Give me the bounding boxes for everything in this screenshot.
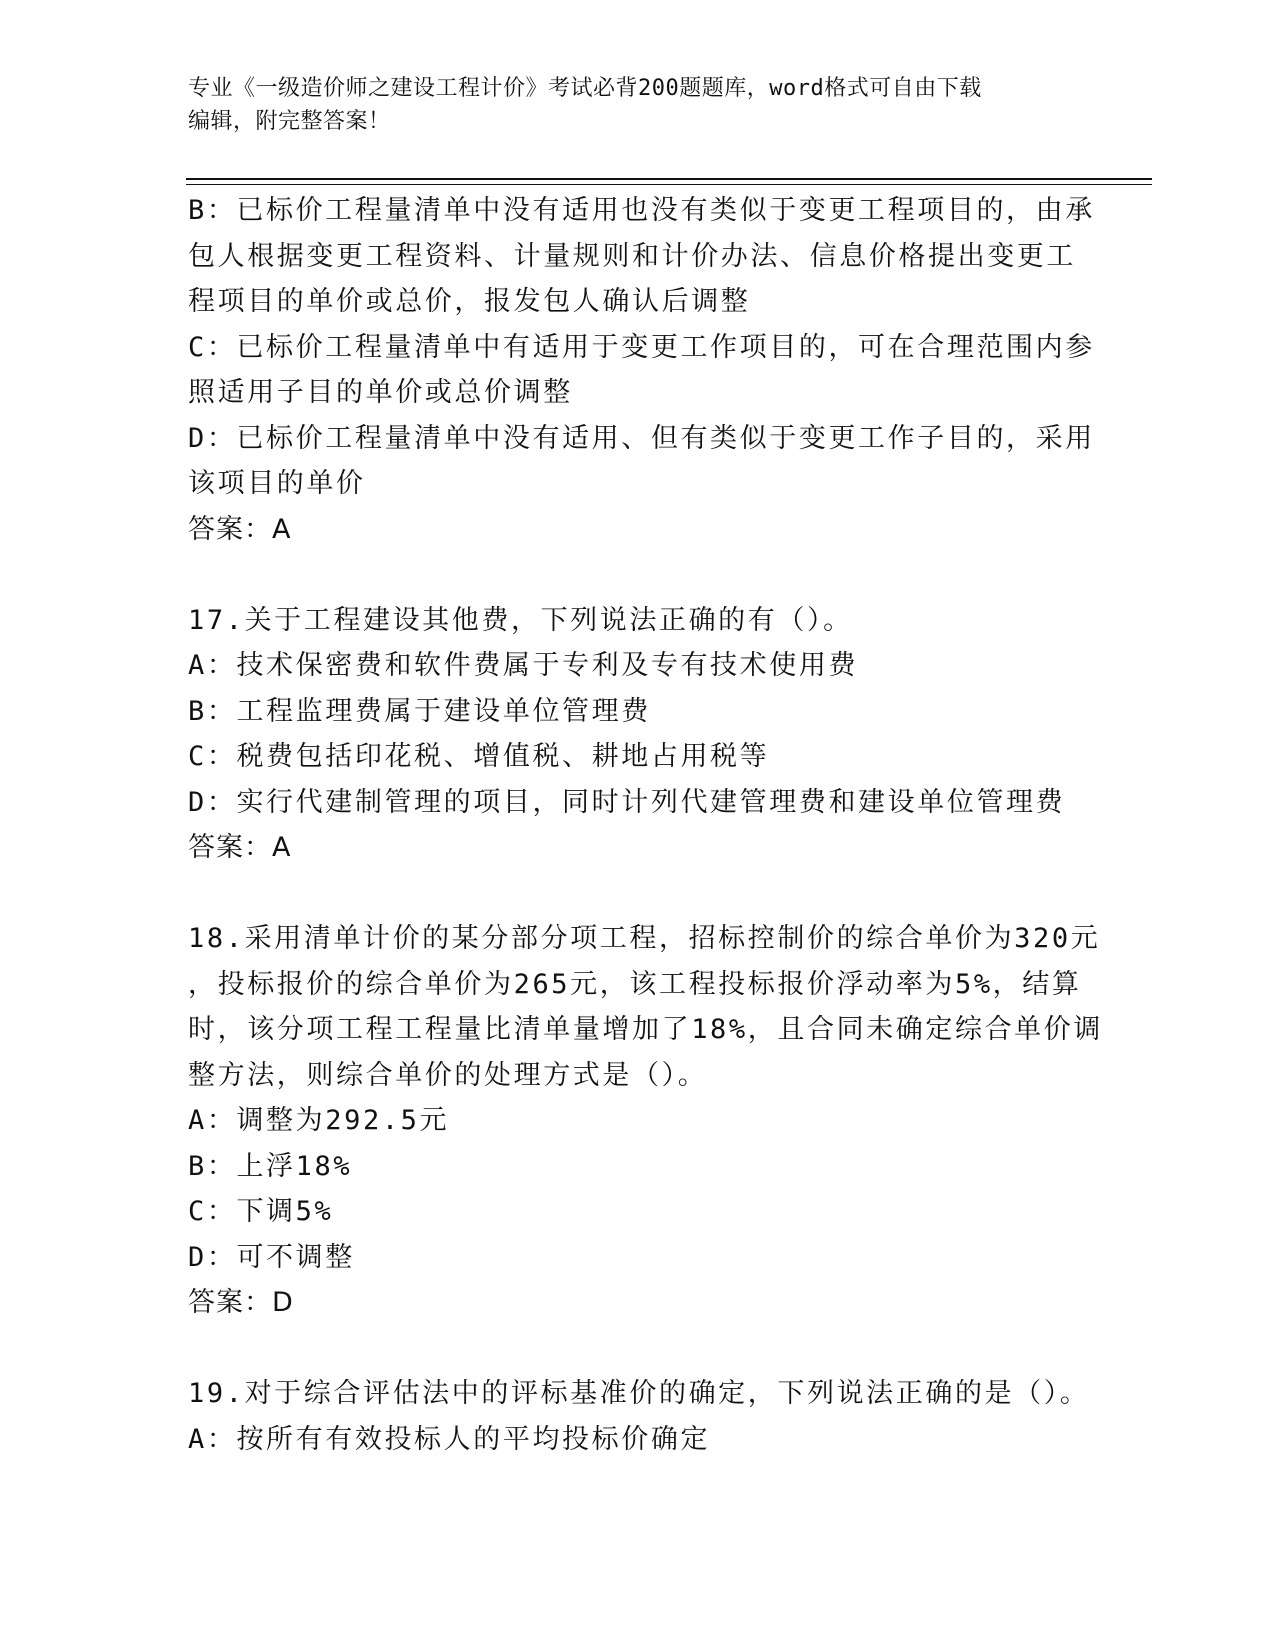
option-d-line-2: 该项目的单价 (188, 468, 366, 499)
question-stem-line-4: 整方法，则综合单价的处理方式是（）。 (188, 1059, 708, 1091)
answer: 答案：D (188, 1287, 294, 1318)
question-16-continued (188, 188, 1095, 552)
question-19 (188, 1371, 1088, 1462)
option-a: A：按所有有效投标人的平均投标价确定 (188, 1423, 711, 1455)
option-b: B：上浮18% (188, 1150, 353, 1182)
option-c: C：税费包括印花税、增值税、耕地占用税等 (188, 741, 770, 772)
option-a: A：技术保密费和软件费属于专利及专有技术使用费 (188, 650, 859, 681)
answer: 答案：A (188, 832, 292, 863)
option-b: B：工程监理费属于建设单位管理费 (188, 695, 651, 727)
question-content (188, 188, 1103, 1462)
option-b-line-3: 程项目的单价或总价，报发包人确认后调整 (188, 286, 751, 317)
option-c-line-1: C：已标价工程量清单中有适用于变更工作项目的，可在合理范围内参 (188, 331, 1095, 363)
spacer (188, 552, 1088, 598)
question-stem-line-3: 时，该分项工程工程量比清单量增加了18%，且合同未确定综合单价调 (188, 1014, 1103, 1045)
spacer (188, 871, 1088, 917)
question-stem: 19.对于综合评估法中的评标基准价的确定，下列说法正确的是（）。 (188, 1378, 1090, 1409)
header-rule-thin (186, 184, 1152, 185)
option-d-line-1: D：已标价工程量清单中没有适用、但有类似于变更工作子目的，采用 (188, 422, 1095, 454)
option-b-line-1: B：已标价工程量清单中没有适用也没有类似于变更工程项目的，由承 (188, 195, 1095, 226)
option-b-line-2: 包人根据变更工程资料、计量规则和计价办法、信息价格提出变更工 (188, 240, 1076, 272)
spacer (188, 1326, 1088, 1372)
page-header (188, 72, 1088, 138)
question-17 (188, 598, 1088, 871)
option-c-line-2: 照适用子目的单价或总价调整 (188, 377, 573, 408)
question-stem-line-1: 18.采用清单计价的某分部分项工程，招标控制价的综合单价为320元 (188, 923, 1101, 954)
header-line-1: 专业《一级造价师之建设工程计价》考试必背200题题库，word格式可自由下载 (188, 76, 982, 101)
question-18 (188, 916, 1103, 1326)
option-d: D：实行代建制管理的项目，同时计列代建管理费和建设单位管理费 (188, 786, 1066, 818)
option-a: A：调整为292.5元 (188, 1105, 450, 1136)
option-d: D：可不调整 (188, 1241, 355, 1273)
answer: 答案：A (188, 513, 292, 545)
header-rule-thick (186, 178, 1152, 180)
option-c: C：下调5% (188, 1196, 334, 1227)
header-line-2: 编辑，附完整答案！ (188, 109, 391, 134)
question-stem-line-2: ，投标报价的综合单价为265元，该工程投标报价浮动率为5%，结算 (188, 968, 1082, 1000)
question-stem: 17.关于工程建设其他费，下列说法正确的有（）。 (188, 604, 853, 636)
